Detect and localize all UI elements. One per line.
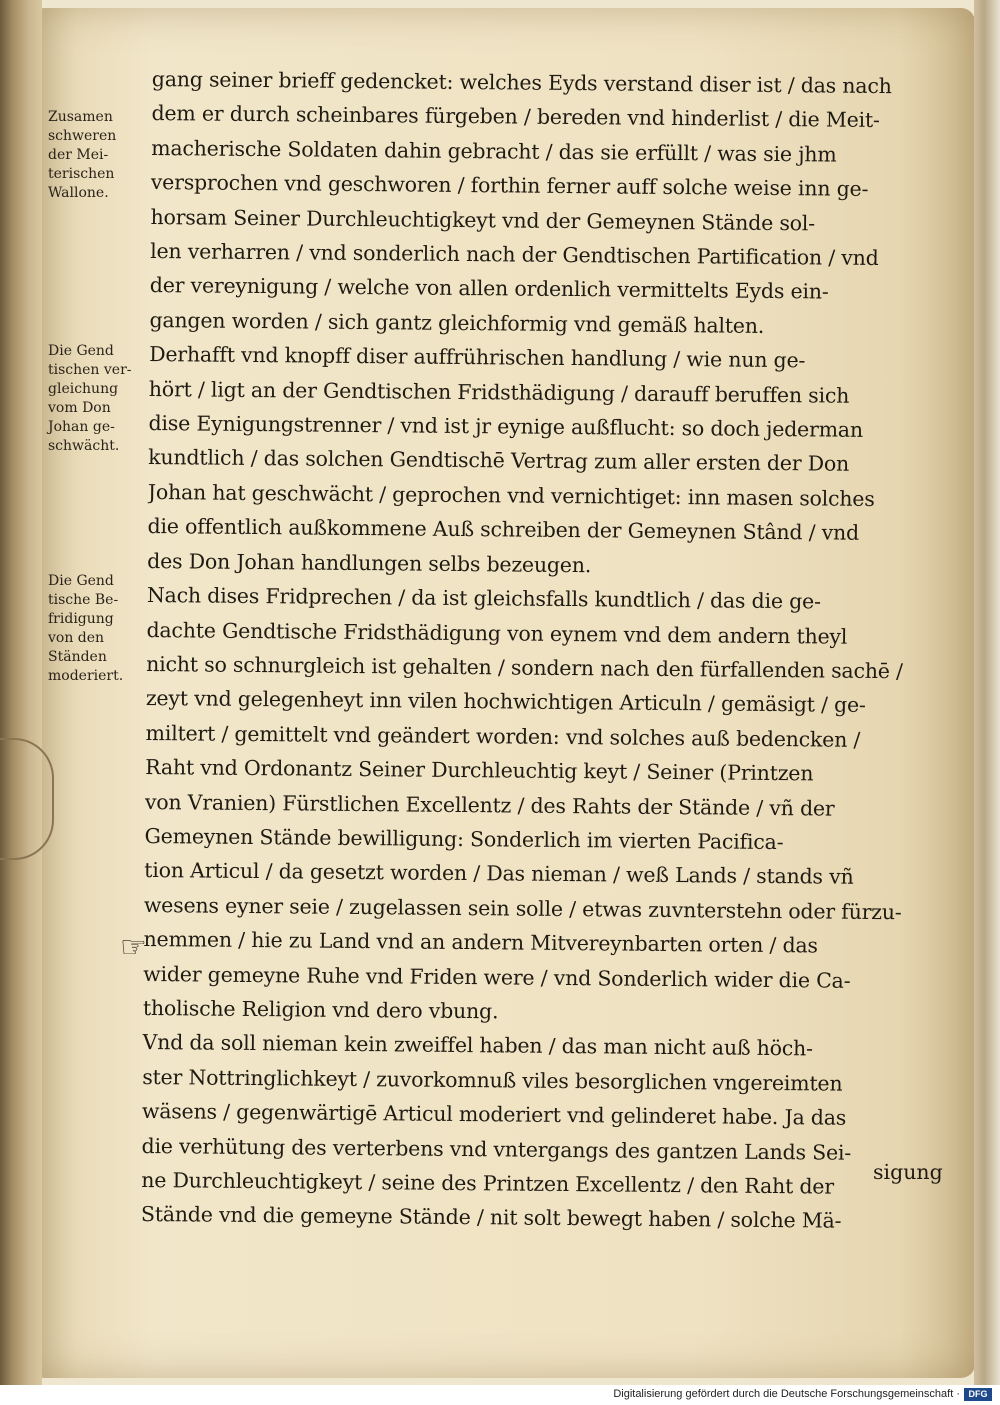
margin-note-gendtischen: Die Gend tischen ver- gleichung vom Don Johan ge- schwächt. [48, 343, 132, 454]
text-line: gangen worden / sich gantz gleichformig vnd gemäß halten. [149, 307, 765, 338]
text-line: Raht vnd Ordonantz Seiner Durchleuchtig keyt / Seiner (Printzen [145, 755, 814, 786]
text-line: nemmen / hie zu Land vnd an andern Mitvereynbarten orten / das [143, 927, 818, 958]
text-line: ne Durchleuchtigkeyt / seine des Printzen Excellentz / den Raht der [141, 1167, 835, 1199]
text-line: horsam Seiner Durchleuchtigkeyt vnd der Gemeynen Stände sol- [150, 204, 816, 235]
text-line: Derhafft vnd knopff diser auffrührischen handlung / wie nun ge- [149, 342, 806, 373]
margin-note-befridigung: Die Gend tische Be- fridigung von den Ständen moderiert. [48, 573, 124, 684]
text-line: die verhütung des verterbens vnd vntergangs des gantzen Lands Sei- [141, 1133, 852, 1165]
footer-bar [0, 1385, 1000, 1405]
text-line: hört / ligt an der Gendtischen Fridsthädigung / darauff beruffen sich [148, 376, 850, 408]
book-gutter [0, 0, 42, 1385]
text-line: ster Nottringlichkeyt / zuvorkomnuß viles besorglichen vngereimten [142, 1064, 843, 1096]
text-line: Gemeynen Stände bewilligung: Sonderlich im vierten Pacifica- [144, 823, 784, 855]
funding-note: Digitalisierung gefördert durch die Deutsche Forschungsgemeinschaft · [613, 1388, 960, 1400]
text-line: kundtlich / das solchen Gendtischē Vertrag zum aller ersten der Don [148, 445, 850, 477]
text-line: von Vranien) Fürstlichen Excellentz / des Rahts der Stände / vñ der [144, 789, 835, 821]
text-line: versprochen vnd geschworen / forthin ferner auff solche weise inn ge- [150, 170, 869, 202]
text-line: wider gemeyne Ruhe vnd Friden were / vnd Sonderlich wider die Ca- [143, 961, 851, 993]
text-line: der vereynigung / welche von allen ordenlich vermittelts Eyds ein- [149, 273, 829, 304]
text-line: wäsens / gegenwärtigē Articul moderiert vnd gelinderet habe. Ja das [141, 1099, 847, 1130]
text-line: des Don Johan handlungen selbs bezeugen. [147, 548, 592, 577]
text-line: gang seiner brieff gedencket: welches Eyds verstand diser ist / das nach [151, 66, 892, 99]
page-edges [974, 0, 1000, 1385]
text-line: zeyt vnd gelegenheyt inn vilen hochwichtigen Articuln / gemäsigt / ge- [145, 686, 866, 718]
text-line: tholische Religion vnd dero vbung. [142, 995, 499, 1024]
text-line: die offentlich außkommene Auß schreiben der Gemeynen Stând / vnd [147, 514, 860, 546]
text-line: tion Articul / da gesetzt worden / Das nieman / weß Lands / stands vñ [144, 858, 854, 890]
text-line: Vnd da soll nieman kein zweiffel haben / das man nicht auß höch- [142, 1030, 813, 1061]
catchword: sigung [873, 1160, 943, 1184]
main-text-block [141, 62, 927, 1239]
manicule-mark: ☞ [120, 930, 147, 965]
text-line: Johan hat geschwächt / geprochen vnd vernichtiget: inn masen solches [147, 479, 875, 511]
text-line: dise Eynigungstrenner / vnd ist jr eynige außflucht: so doch jederman [148, 411, 864, 442]
text-line: macherische Soldaten dahin gebracht / das sie erfüllt / was sie jhm [151, 135, 837, 167]
text-line: Nach dises Fridprechen / da ist gleichsfalls kundtlich / das die ge- [146, 583, 821, 614]
text-line: miltert / gemittelt vnd geändert worden: vnd solches auß bedencken / [145, 720, 861, 752]
text-line: Stände vnd die gemeyne Stände / nit solt bewegt haben / solche Mä- [140, 1202, 842, 1234]
text-line: len verharren / vnd sonderlich nach der Gendtischen Partification / vnd [150, 239, 879, 271]
text-line: dem er durch scheinbares fürgeben / bereden vnd hinderlist / die Meit- [151, 101, 880, 133]
text-line: dachte Gendtische Fridsthädigung von eynem vnd dem andern theyl [146, 617, 848, 649]
dfg-logo: DFG [964, 1388, 992, 1401]
margin-note-zusammen: Zusamen schweren der Mei- terischen Wallone. [48, 109, 117, 201]
text-line: nicht so schnurgleich ist gehalten / sondern nach den fürfallenden sachē / [146, 651, 903, 684]
clasp-outline [0, 738, 54, 860]
text-line: wesens eyner seie / zugelassen sein solle / etwas zuvnterstehn oder fürzu- [143, 892, 902, 924]
